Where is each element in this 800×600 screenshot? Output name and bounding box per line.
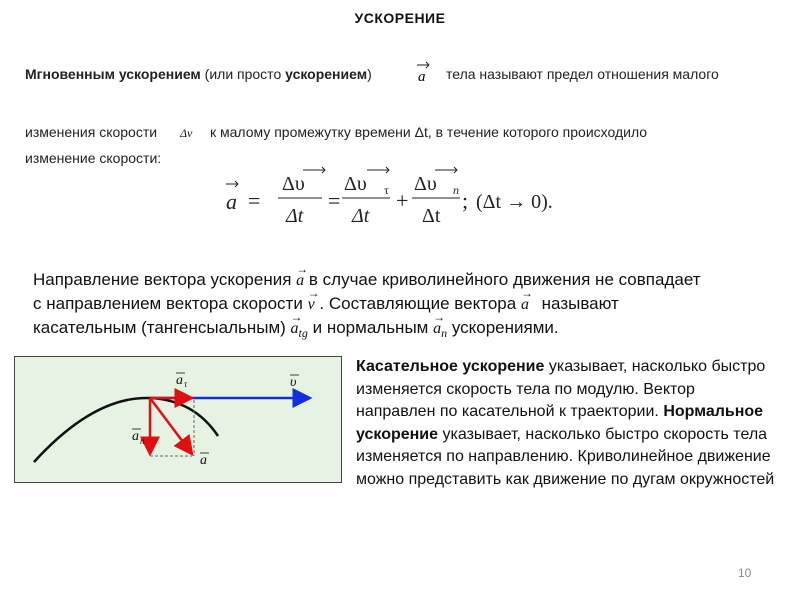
- def-text: ): [367, 66, 372, 82]
- direction-text: ускорениями.: [451, 318, 559, 337]
- delta-v-symbol: Δv: [180, 126, 193, 140]
- label-a-n: a: [132, 429, 139, 444]
- label-a-tau-sub: τ: [184, 379, 188, 389]
- term-normal: Нормальное ускорение: [356, 403, 764, 443]
- vector-a-letter: a: [520, 296, 529, 313]
- direction-text: и нормальным: [312, 318, 429, 337]
- term-tangential: Касательное ускорение: [356, 358, 545, 375]
- term-acceleration: ускорением: [285, 66, 368, 82]
- direction-text: называют: [541, 294, 619, 313]
- formula-dv-n: Δυ: [414, 173, 437, 195]
- formula-limit: (Δt → 0).: [476, 191, 553, 213]
- direction-line-2: [33, 286, 619, 314]
- definition-line-1: [25, 66, 372, 82]
- formula-sub-tau: τ: [384, 183, 389, 197]
- vector-an-sub: n: [441, 326, 448, 341]
- vector-atg-letter: a: [290, 320, 299, 337]
- label-v: υ: [290, 375, 297, 390]
- label-a-n-sub: n: [140, 436, 145, 446]
- formula-dt-3: Δt: [422, 205, 441, 227]
- direction-line-3: [33, 310, 559, 341]
- page-number: 10: [738, 566, 752, 580]
- formula-dv: Δυ: [282, 173, 305, 195]
- definition-line-2a: изменения скорости: [25, 124, 158, 140]
- direction-text: касательным (тангенсыальным): [33, 318, 286, 337]
- diagram-svg: [14, 356, 342, 483]
- formula-equals-2: =: [328, 188, 341, 213]
- vector-atg-inline: → $a_{tg}$: [290, 310, 308, 341]
- vector-a-svg: [414, 60, 434, 86]
- vector-v-letter: v: [307, 296, 315, 313]
- term-instant-acceleration: Мгновенным ускорением: [25, 66, 201, 82]
- formula-a: a: [226, 189, 237, 214]
- explanation-text-2: указывает, насколько быстро скорость тела изменяется по направлению. Криволинейное движение можно представить как движение по дугам окружностей: [356, 425, 775, 488]
- explanation-text-1: указывает, насколько быстро изменяется скорость тела по модулю. Вектор направлен по касательной к траектории.: [356, 358, 766, 420]
- slide-title: УСКОРЕНИЕ: [354, 10, 446, 26]
- vector-an-letter: a: [433, 320, 442, 337]
- direction-text: в случае криволинейного движения не совпадает: [308, 270, 701, 289]
- definition-line-2b: к малому промежутку времени Δt, в течение которого происходило: [210, 124, 648, 140]
- label-a-total: a: [200, 453, 207, 468]
- formula-equals: =: [248, 188, 261, 213]
- formula-dv-tau: Δυ: [344, 173, 367, 195]
- vector-an-inline: → $a_n$: [433, 310, 448, 341]
- definition-line-3: изменение скорости:: [25, 150, 162, 166]
- vector-a-inline: → a: [296, 262, 309, 289]
- vector-a-symbol: [414, 60, 434, 91]
- formula-dt: Δt: [286, 205, 304, 227]
- formula-semicolon: ;: [462, 188, 469, 213]
- acceleration-formula: [220, 160, 640, 230]
- vector-a-letter: a: [296, 272, 305, 289]
- direction-line-1: [33, 262, 701, 290]
- def-text: (или просто: [200, 66, 286, 82]
- formula-dt-2: Δt: [352, 205, 370, 227]
- formula-svg: [220, 160, 640, 230]
- vector-v-inline: → v: [307, 286, 320, 313]
- definition-line-1-end: тела называют предел отношения малого: [446, 66, 719, 82]
- vector-atg-sub: tg: [298, 326, 308, 341]
- direction-text: Направление вектора ускорения: [33, 270, 292, 289]
- vector-a-inline-2: → a: [520, 286, 533, 313]
- label-a-tau: a: [176, 373, 183, 388]
- formula-sub-n: n: [453, 183, 459, 197]
- acceleration-diagram: [14, 356, 342, 483]
- acceleration-explanation: [356, 356, 776, 491]
- direction-text: . Составляющие вектора: [319, 294, 517, 313]
- formula-plus: +: [396, 188, 409, 213]
- direction-text: с направлением вектора скорости: [33, 294, 303, 313]
- vector-a-letter: a: [418, 69, 426, 85]
